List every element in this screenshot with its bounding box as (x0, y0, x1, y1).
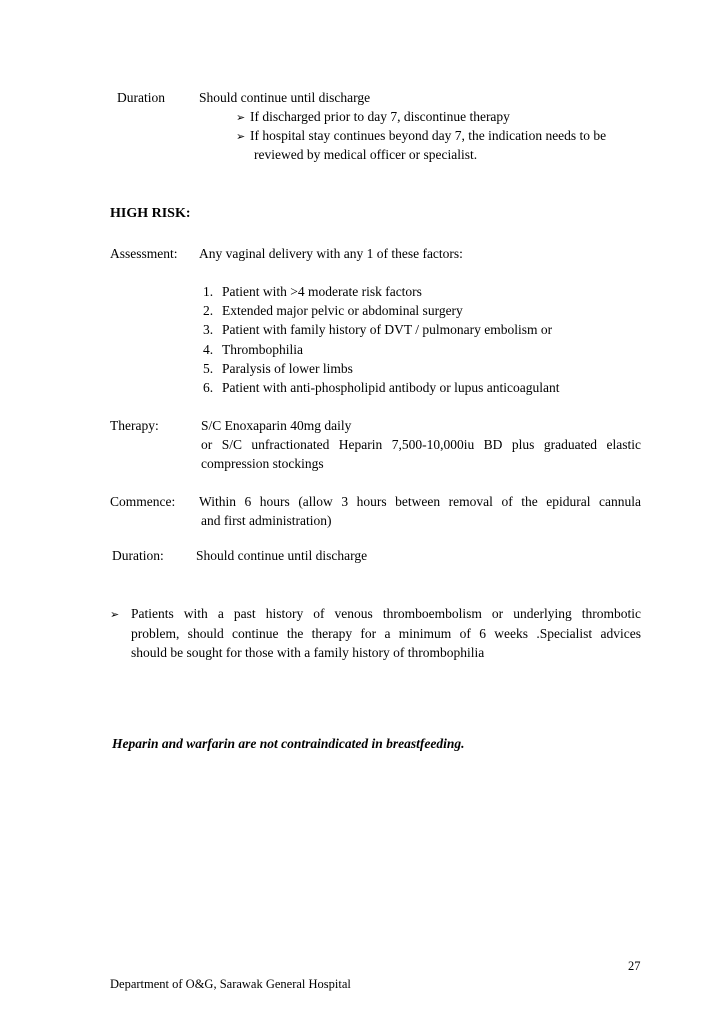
list-item (203, 301, 463, 320)
list-number: 6. (203, 380, 214, 395)
section-heading: HIGH RISK: (110, 206, 191, 221)
list-text: Patient with family history of DVT / pulmonary embolism or (222, 322, 553, 337)
bullet-text: If discharged prior to day 7, discontinue therapy (250, 109, 510, 124)
arrow-bullet-icon: ➢ (236, 111, 246, 124)
commence-line: Within 6 hours (allow 3 hours between removal of the epidural cannula (199, 494, 641, 509)
list-number: 3. (203, 322, 214, 337)
duration-text: Should continue until discharge (196, 548, 368, 563)
note-line: should be sought for those with a family history of thrombophilia (131, 645, 485, 660)
arrow-bullet-icon: ➢ (236, 130, 246, 143)
duration-label: Duration: (112, 548, 164, 563)
list-item (203, 320, 553, 339)
list-text: Extended major pelvic or abdominal surgery (222, 303, 463, 318)
list-item (203, 340, 303, 359)
therapy-line: compression stockings (201, 456, 324, 471)
bullet-item (236, 126, 606, 146)
therapy-line: or S/C unfractionated Heparin 7,500-10,000iu BD plus graduated elastic (201, 437, 641, 452)
bullet-text: If hospital stay continues beyond day 7, the indication needs to be (250, 128, 607, 143)
list-number: 4. (203, 342, 214, 357)
assessment-label: Assessment: (110, 246, 178, 261)
commence-line: and first administration) (201, 513, 332, 528)
footer-department: Department of O&G, Sarawak General Hospital (110, 977, 351, 991)
list-text: Thrombophilia (222, 342, 303, 357)
list-item (203, 282, 422, 301)
list-text: Patient with >4 moderate risk factors (222, 284, 422, 299)
list-item (203, 378, 560, 397)
page-number: 27 (628, 959, 641, 973)
list-number: 2. (203, 303, 214, 318)
list-text: Paralysis of lower limbs (222, 361, 353, 376)
list-number: 1. (203, 284, 214, 299)
therapy-line: S/C Enoxaparin 40mg daily (201, 418, 352, 433)
bullet-continuation: reviewed by medical officer or specialist. (254, 147, 478, 162)
bullet-item (236, 107, 510, 127)
list-text: Patient with anti-phospholipid antibody or lupus anticoagulant (222, 380, 560, 395)
list-item (203, 359, 353, 378)
assessment-text: Any vaginal delivery with any 1 of these factors: (199, 246, 463, 261)
commence-label: Commence: (110, 494, 176, 509)
list-number: 5. (203, 361, 214, 376)
duration-text-top: Should continue until discharge (199, 90, 371, 105)
duration-label-top: Duration (117, 90, 165, 105)
note-line: Patients with a past history of venous thromboembolism or underlying thrombotic (131, 606, 641, 621)
note-line: problem, should continue the therapy for a minimum of 6 weeks .Specialist advices (131, 626, 641, 641)
breastfeeding-statement: Heparin and warfarin are not contraindicated in breastfeeding. (112, 736, 465, 751)
arrow-bullet-icon: ➢ (110, 608, 120, 621)
therapy-label: Therapy: (110, 418, 159, 433)
